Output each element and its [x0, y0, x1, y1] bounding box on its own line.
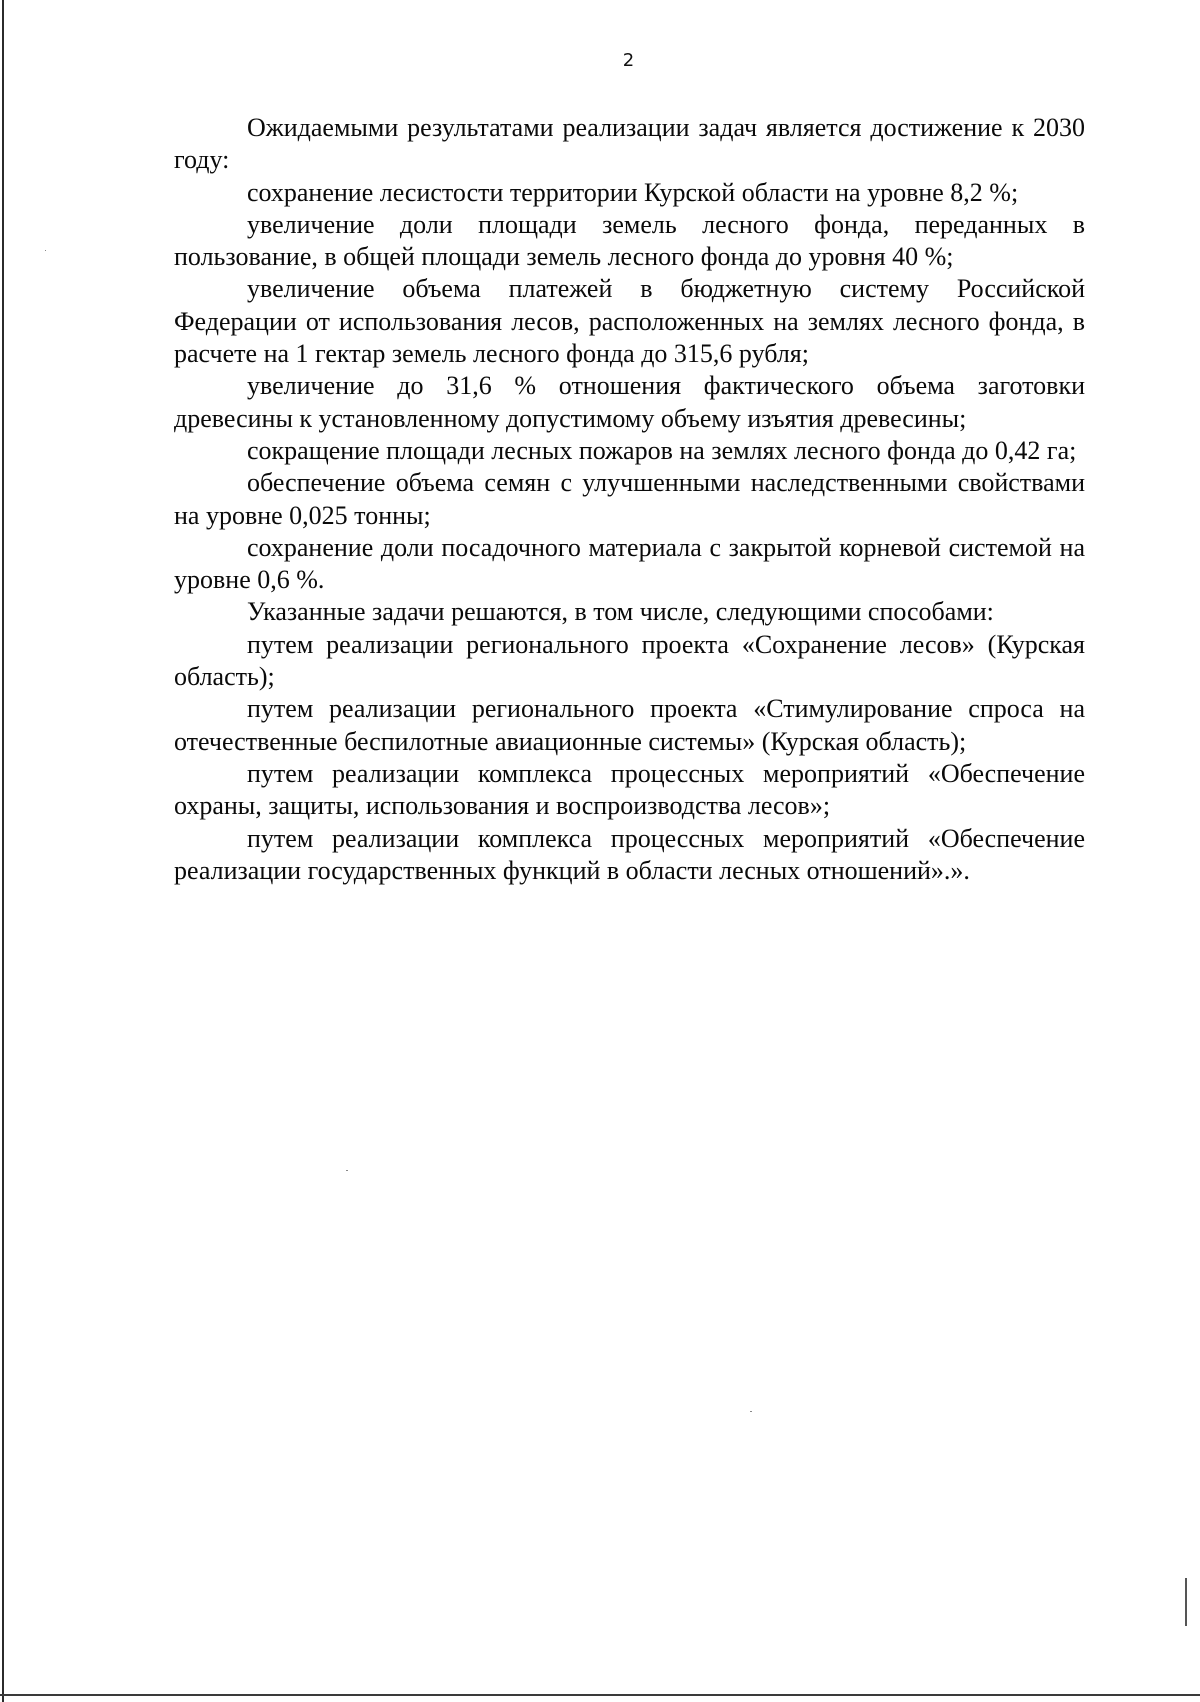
scan-speck [346, 1170, 348, 1171]
scan-speck [45, 250, 46, 251]
paragraph-harvest-ratio: увеличение до 31,6 % отношения фактического объема заготовки древесины к установленному допустимому объему изъятия древесины; [174, 371, 1085, 433]
paragraph-seed-volume: обеспечение объема семян с улучшенными наследственными свойствами на уровне 0,025 тонны; [174, 468, 1085, 530]
paragraph-method-state-functions-complex: путем реализации комплекса процессных мероприятий «Обеспечение реализации государственных функций в области лесных отношений».». [174, 823, 1085, 885]
scan-speck [750, 1411, 752, 1412]
paragraph-method-uav-project: путем реализации регионального проекта «Стимулирование спроса на отечественные беспилотные авиационные системы» (Курская область); [174, 694, 1085, 756]
document-body [174, 112, 1085, 887]
paragraph-land-share: увеличение доли площади земель лесного фонда, переданных в пользование, в общей площади земель лесного фонда до уровня 40 %; [174, 209, 1085, 272]
paragraph-method-protection-complex: путем реализации комплекса процессных мероприятий «Обеспечение охраны, защиты, использования и воспроизводства лесов»; [174, 758, 1085, 821]
paragraph-fire-area: сокращение площади лесных пожаров на землях лесного фонда до 0,42 га; [247, 435, 1077, 465]
paragraph-methods-intro: Указанные задачи решаются, в том числе, следующими способами: [247, 597, 994, 627]
scan-edge-left [2, 0, 4, 1702]
scan-edge-bottom [0, 1694, 1200, 1696]
page-number: 2 [622, 50, 635, 71]
paragraph-payments: увеличение объема платежей в бюджетную систему Российской Федерации от использования лесов, расположенных на землях лесного фонда, в расчете на 1 гектар земель лесного фонда до 315,6 рубля; [174, 274, 1085, 369]
scan-mark-right [1185, 1578, 1187, 1626]
paragraph-forest-cover: сохранение лесистости территории Курской области на уровне 8,2 %; [247, 177, 1019, 207]
paragraph-expected-results: Ожидаемыми результатами реализации задач является достижение к 2030 году: [174, 113, 1085, 175]
paragraph-method-forest-project: путем реализации регионального проекта «Сохранение лесов» (Курская область); [174, 629, 1085, 692]
paragraph-planting-material: сохранение доли посадочного материала с закрытой корневой системой на уровне 0,6 %. [174, 532, 1085, 595]
